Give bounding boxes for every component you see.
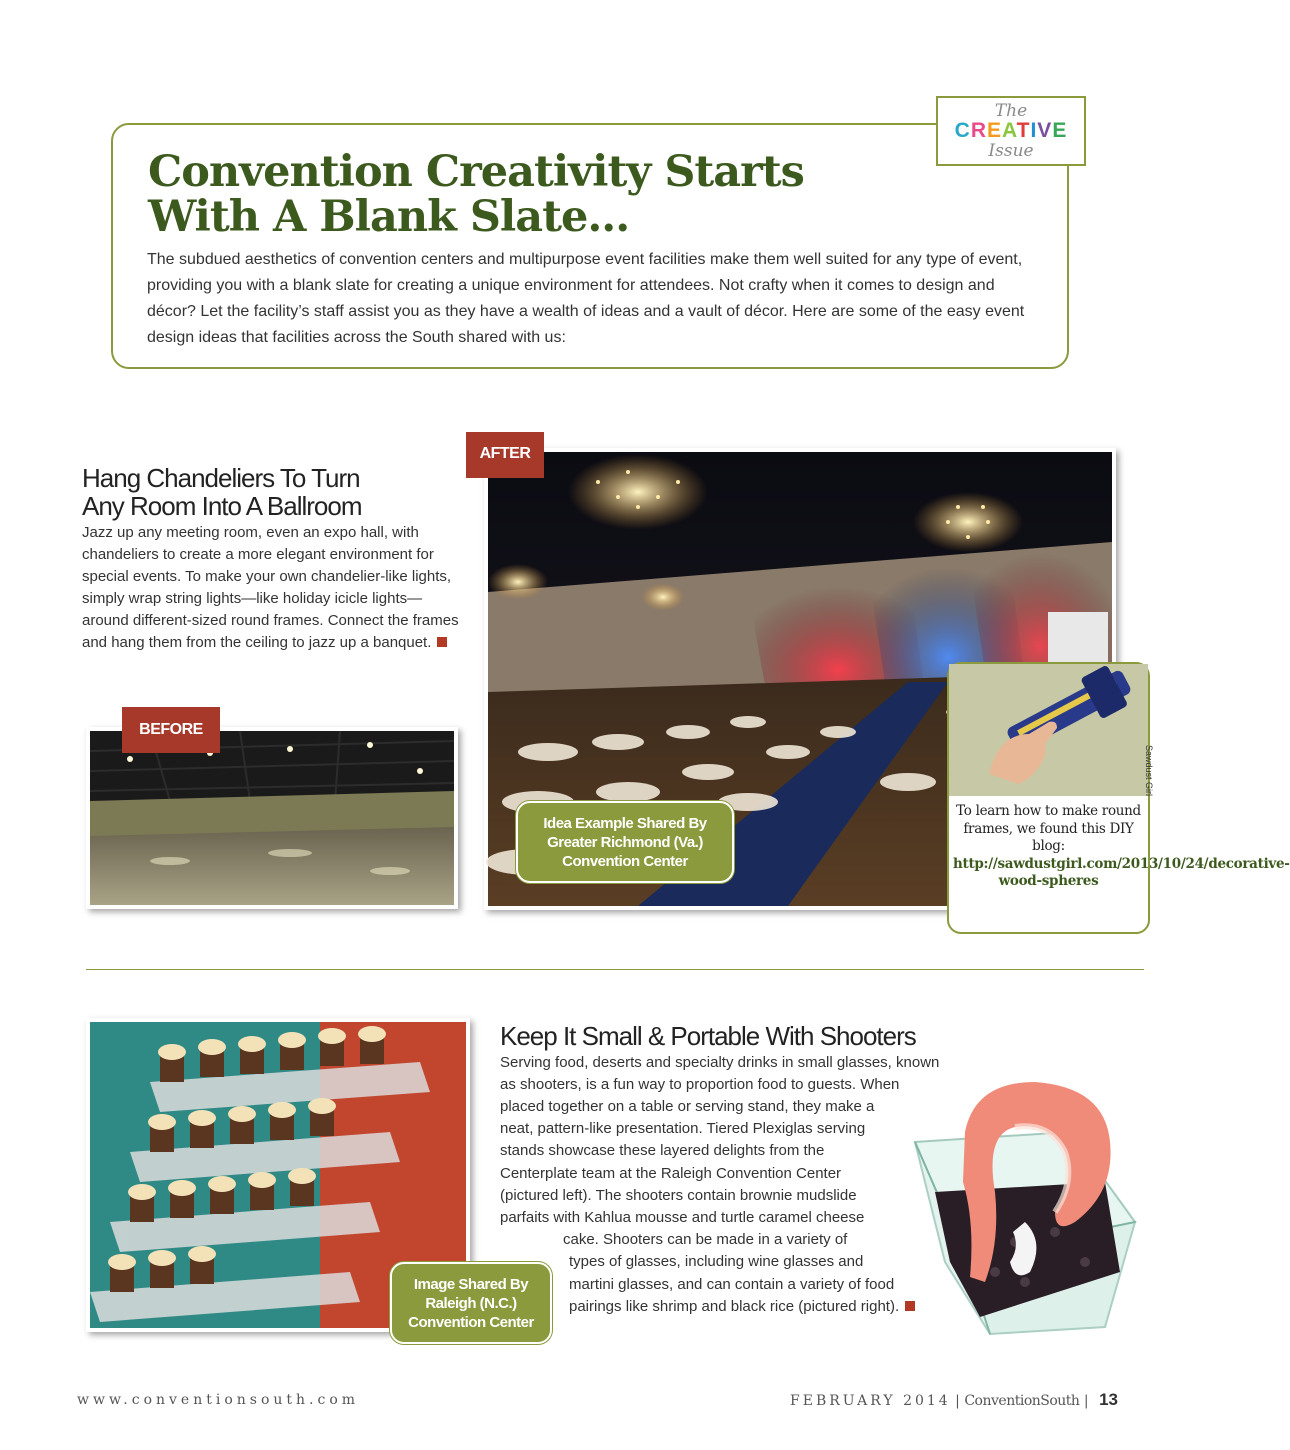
- after-label: AFTER: [466, 432, 544, 478]
- creative-issue-badge: [936, 96, 1086, 166]
- title-line-1: Convention Creativity Starts: [148, 147, 804, 197]
- shooters-line: (pictured left). The shooters contain brownie mudslide: [500, 1187, 857, 1204]
- shrimp-glass-image: [905, 1072, 1140, 1334]
- shooters-line: parfaits with Kahlua mousse and turtle caramel cheese: [500, 1209, 865, 1226]
- shooters-line: Serving food, deserts and specialty drinks in small glasses, known: [500, 1054, 940, 1071]
- badge-creative: CREATIVE: [954, 119, 1068, 142]
- footer-publication: ConventionSouth: [964, 1393, 1080, 1409]
- end-mark: [437, 637, 447, 647]
- chandeliers-heading-line-1: Hang Chandeliers To Turn: [82, 463, 360, 493]
- richmond-credit-badge: [516, 801, 734, 883]
- footer-info: [790, 1390, 1118, 1410]
- footer-separator: |: [1083, 1393, 1089, 1409]
- shooters-line: types of glasses, including wine glasses and: [569, 1253, 864, 1270]
- shooters-line-text: pairings like shrimp and black rice (pictured right).: [569, 1298, 900, 1315]
- footer-website: www.conventionsouth.com: [77, 1392, 360, 1408]
- shooters-heading: Keep It Small & Portable With Shooters: [500, 1021, 916, 1051]
- raleigh-credit-badge: [390, 1262, 552, 1344]
- shooters-line: martini glasses, and can contain a variety of food: [569, 1276, 895, 1293]
- chandeliers-heading: [82, 464, 462, 520]
- chandeliers-text: Jazz up any meeting room, even an expo hall, with chandeliers to create a more elegant environment for special events. To make your own chandelier-like lights, simply wrap string lights—like holiday icicle lights—around different-sized round frames. Connect the frames and hang them from the ceiling to jazz up a banquet.: [82, 524, 459, 651]
- shooters-line: neat, pattern-like presentation. Tiered Plexiglas serving: [500, 1120, 866, 1137]
- badge-issue: Issue: [988, 141, 1034, 161]
- diy-blog-link[interactable]: http://sawdustgirl.com/2013/10/24/decorative-wood-spheres: [953, 855, 1290, 889]
- richmond-credit-text: Idea Example Shared By Greater Richmond (Va.) Convention Center: [543, 814, 707, 870]
- before-hall-photo: [86, 727, 458, 909]
- shooters-line-last: [569, 1296, 915, 1318]
- chandeliers-heading-line-2: Any Room Into A Ballroom: [82, 491, 362, 521]
- page-number: 13: [1099, 1390, 1118, 1409]
- footer-separator: |: [955, 1393, 960, 1409]
- diy-text-block: [953, 803, 1290, 891]
- before-label: BEFORE: [122, 707, 220, 753]
- shooters-line: as shooters, is a fun way to proportion food to guests. When: [500, 1076, 900, 1093]
- diy-info-box: [947, 662, 1290, 934]
- shooters-line: Centerplate team at the Raleigh Convention Center: [500, 1165, 842, 1182]
- intro-paragraph: The subdued aesthetics of convention centers and multipurpose event facilities make them well suited for any type of event, providing you with a blank slate for creating a unique environment for attendees. Not crafty when it comes to design and décor? Let the facility’s staff assist you as they have a wealth of ideas and a vault of décor. Here are some of the easy event design ideas that facilities across the South shared with us:: [147, 251, 1025, 346]
- section-divider: [86, 969, 1144, 970]
- empty-hall-illustration: [90, 731, 454, 905]
- raleigh-credit-text: Image Shared By Raleigh (N.C.) Convention Center: [408, 1275, 534, 1331]
- title-line-2: With A Blank Slate...: [148, 192, 630, 242]
- badge-the: The: [994, 101, 1028, 121]
- shooters-line: stands showcase these layered delights from the: [500, 1142, 825, 1159]
- chandeliers-paragraph: [82, 522, 462, 654]
- shooters-line: placed together on a table or serving stand, they make a: [500, 1098, 875, 1115]
- photo-credit-sawdust-girl: Sawdust Girl: [1144, 745, 1154, 797]
- diy-photo: [949, 664, 1148, 796]
- diy-text: To learn how to make round frames, we found this DIY blog:: [956, 803, 1141, 854]
- footer-issue-date: FEBRUARY 2014: [790, 1393, 951, 1409]
- page-title: [148, 147, 908, 242]
- shooters-line: cake. Shooters can be made in a variety of: [563, 1231, 848, 1248]
